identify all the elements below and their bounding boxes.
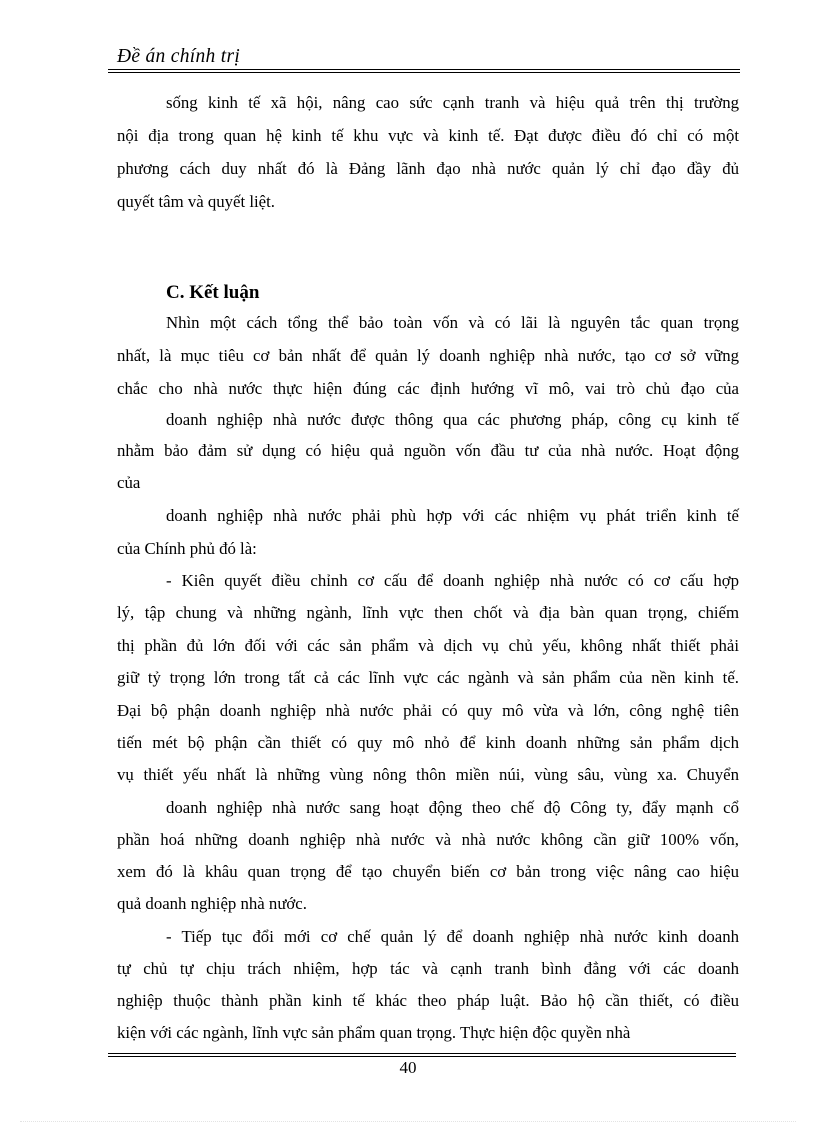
text-line: xem đó là khâu quan trọng để tạo chuyển biến cơ bản trong việc nâng cao hiệu [117, 862, 739, 881]
text-line: chắc cho nhà nước thực hiện đúng các định hướng vĩ mô, vai trò chủ đạo của [117, 379, 739, 398]
text-line: quyết tâm và quyết liệt. [117, 192, 275, 211]
page-number: 40 [399, 1058, 417, 1077]
text-line: nội địa trong quan hệ kinh tế khu vực và kinh tế. Đạt được điều đó chỉ có một [117, 126, 739, 145]
text-line: kiện với các ngành, lĩnh vực sản phẩm quan trọng. Thực hiện độc quyền nhà [117, 1023, 631, 1042]
text-line: nghiệp thuộc thành phần kinh tế khác theo pháp luật. Bảo hộ cần thiết, có điều [117, 991, 739, 1010]
text-line: lý, tập chung và những ngành, lĩnh vực then chốt và địa bàn quan trọng, chiếm [117, 603, 739, 622]
page-edge-dots [20, 1121, 796, 1122]
footer-rule-top [108, 1053, 736, 1054]
text-line: tự chủ tự chịu trách nhiệm, hợp tác và cạnh tranh bình đẳng với các doanh [117, 959, 739, 978]
text-line: vụ thiết yếu nhất là những vùng nông thôn miền núi, vùng sâu, vùng xa. Chuyển [117, 765, 739, 784]
text-line: phương cách duy nhất đó là Đảng lãnh đạo nhà nước quản lý chỉ đạo đầy đủ [117, 159, 739, 178]
text-line: của [117, 473, 141, 492]
text-line: giữ tỷ trọng lớn trong tất cả các lĩnh vực các ngành và sản phẩm của nền kinh tế. [117, 668, 739, 687]
footer-rule-bottom [108, 1056, 736, 1057]
text-line: doanh nghiệp nhà nước được thông qua các phương pháp, công cụ kinh tế [166, 410, 739, 429]
text-line: thị phần đủ lớn đối với các sản phẩm và dịch vụ chủ yếu, không nhất thiết phải [117, 636, 739, 655]
text-line: Nhìn một cách tổng thể bảo toàn vốn và có lãi là nguyên tắc quan trọng [166, 313, 739, 332]
text-line: - Kiên quyết điều chỉnh cơ cấu để doanh nghiệp nhà nước có cơ cấu hợp [166, 571, 739, 590]
section-heading: C. Kết luận [166, 282, 260, 303]
text-line: nhất, là mục tiêu cơ bản nhất để quản lý doanh nghiệp nhà nước, tạo cơ sở vững [117, 346, 739, 365]
text-line: sống kinh tế xã hội, nâng cao sức cạnh tranh và hiệu quả trên thị trường [166, 93, 739, 112]
text-line: quả doanh nghiệp nhà nước. [117, 894, 307, 913]
text-line: của Chính phủ đó là: [117, 539, 257, 558]
text-line: nhằm bảo đảm sử dụng có hiệu quả nguồn vốn đầu tư của nhà nước. Hoạt động [117, 441, 739, 460]
header-rule-bottom [108, 72, 740, 73]
text-line: phần hoá những doanh nghiệp nhà nước và nhà nước không cần giữ 100% vốn, [117, 830, 739, 849]
text-line: tiến mét bộ phận cần thiết có quy mô nhỏ để kinh doanh những sản phẩm dịch [117, 733, 739, 752]
text-line: - Tiếp tục đổi mới cơ chế quản lý để doanh nghiệp nhà nước kinh doanh [166, 927, 739, 946]
text-line: doanh nghiệp nhà nước phải phù hợp với các nhiệm vụ phát triển kinh tế [166, 506, 739, 525]
text-line: doanh nghiệp nhà nước sang hoạt động theo chế độ Công ty, đẩy mạnh cổ [166, 798, 739, 817]
header-title: Đề án chính trị [117, 46, 241, 67]
header-rule-top [108, 69, 740, 70]
text-line: Đại bộ phận doanh nghiệp nhà nước phải có quy mô vừa và lớn, công nghệ tiên [117, 701, 739, 720]
